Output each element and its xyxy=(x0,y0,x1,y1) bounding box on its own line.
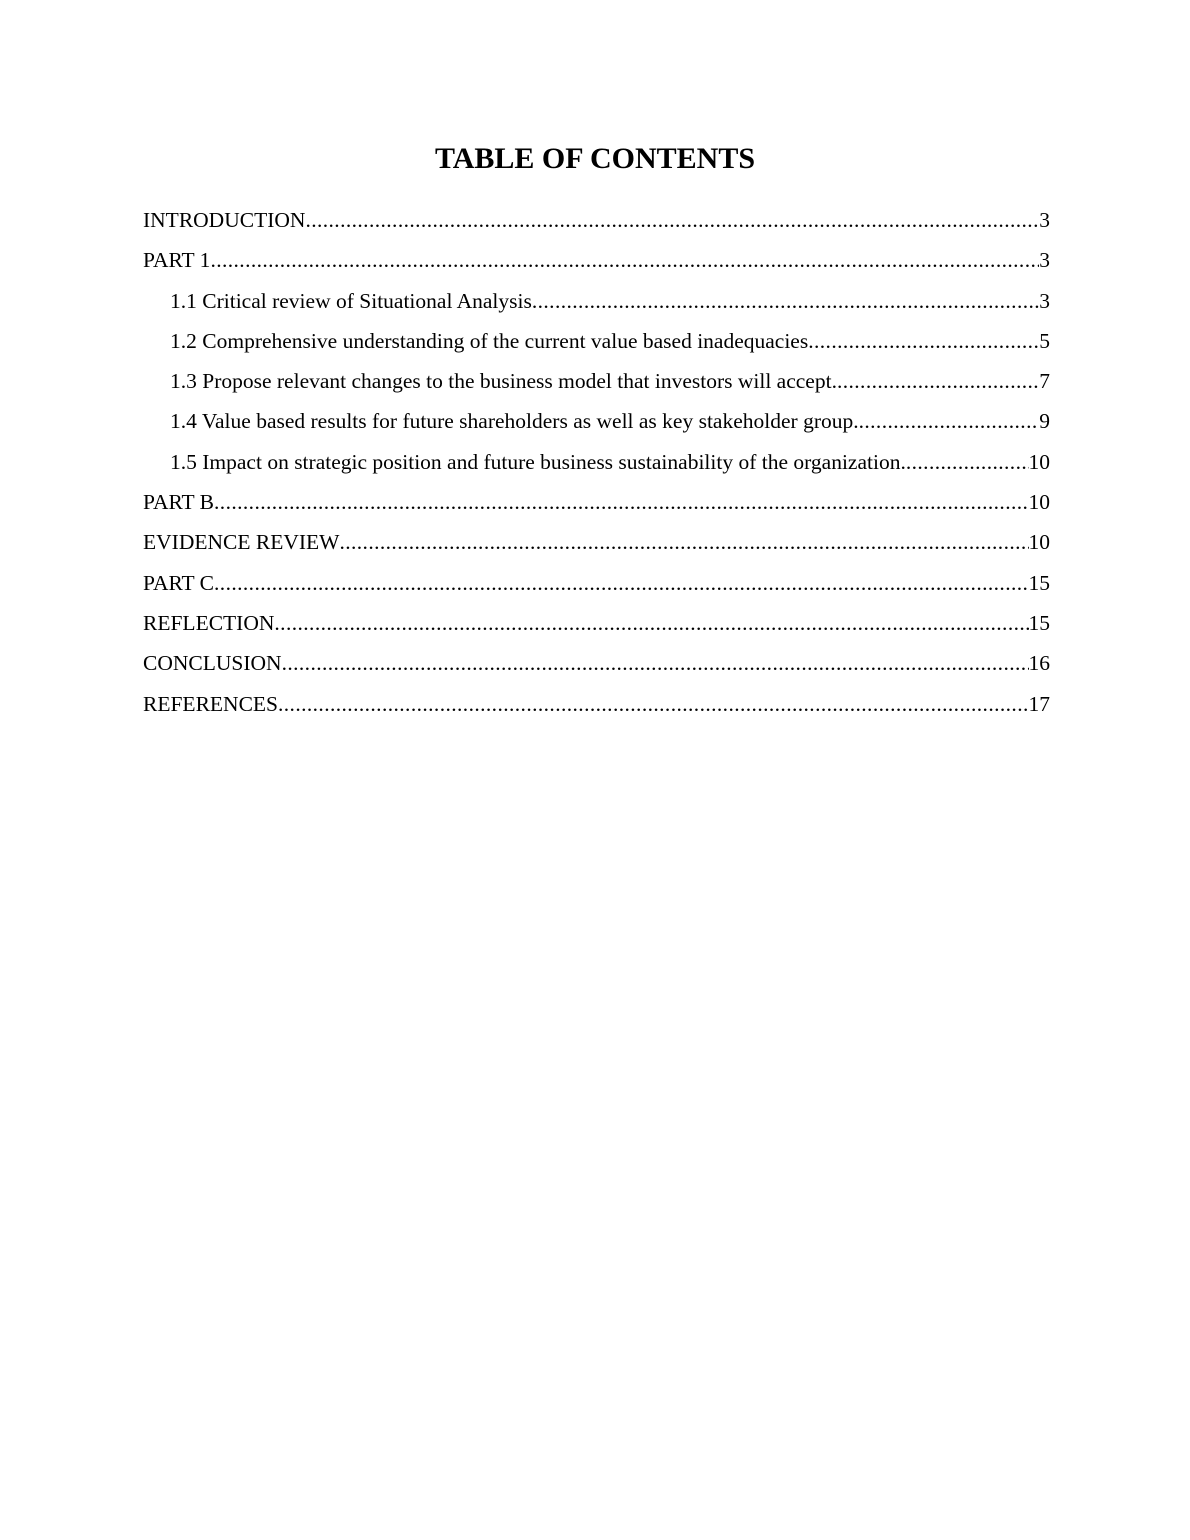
toc-entry-1-1[interactable] xyxy=(143,281,1050,321)
toc-entry-evidence-review[interactable] xyxy=(143,522,1050,562)
toc-entry-label: PART 1 xyxy=(143,248,211,273)
dot-leader xyxy=(214,482,1028,522)
dot-leader xyxy=(282,643,1029,683)
toc-entry-part-1[interactable] xyxy=(143,240,1050,280)
toc-entry-label: INTRODUCTION xyxy=(143,208,306,232)
dot-leader xyxy=(859,401,1040,441)
toc-entry-label: CONCLUSION xyxy=(143,651,282,676)
toc-entry-label: EVIDENCE REVIEW xyxy=(143,530,340,555)
toc-entry-label: 1.5 Impact on strategic position and future business sustainability of the organization. xyxy=(170,449,906,474)
toc-entry-part-b[interactable] xyxy=(143,482,1050,522)
toc-entry-page-number: 10 xyxy=(1028,490,1050,515)
dot-leader xyxy=(906,442,1029,482)
toc-entry-reflection[interactable] xyxy=(143,603,1050,643)
dot-leader xyxy=(305,200,1039,240)
toc-entry-label: PART C xyxy=(143,570,215,595)
toc-entry-part-c[interactable] xyxy=(143,563,1050,603)
toc-entry-references[interactable] xyxy=(143,684,1050,724)
toc-entry-page-number: 3 xyxy=(1039,208,1050,232)
toc-entry-1-2[interactable] xyxy=(143,321,1050,361)
toc-entry-label: 1.1 Critical review of Situational Analysis xyxy=(170,288,532,313)
dot-leader xyxy=(210,240,1039,280)
toc-entry-label: PART B xyxy=(143,490,215,515)
toc-entry-page-number: 5 xyxy=(1039,328,1050,353)
toc-entry-1-5[interactable] xyxy=(143,442,1050,482)
dot-leader xyxy=(808,321,1039,361)
dot-leader xyxy=(278,684,1029,724)
toc-entry-page-number: 15 xyxy=(1028,570,1050,595)
toc-entry-page-number: 3 xyxy=(1039,288,1050,313)
toc-entry-introduction[interactable] xyxy=(143,200,1050,240)
toc-entry-label: 1.4 Value based results for future shareholders as well as key stakeholder group. xyxy=(170,409,859,434)
toc-list xyxy=(143,200,1050,724)
toc-entry-page-number: 15 xyxy=(1028,610,1050,635)
toc-entry-label: 1.3 Propose relevant changes to the business model that investors will accept. xyxy=(170,369,837,394)
page-title: TABLE OF CONTENTS xyxy=(434,142,756,175)
toc-entry-label: 1.2 Comprehensive understanding of the current value based inadequacies xyxy=(170,328,809,353)
toc-entry-page-number: 16 xyxy=(1028,651,1050,676)
toc-entry-label: REFLECTION xyxy=(143,610,275,635)
dot-leader xyxy=(339,522,1028,562)
dot-leader xyxy=(532,281,1039,321)
dot-leader xyxy=(214,563,1028,603)
toc-entry-page-number: 7 xyxy=(1039,369,1050,394)
toc-entry-page-number: 17 xyxy=(1028,691,1050,716)
dot-leader xyxy=(837,361,1039,401)
toc-entry-1-3[interactable] xyxy=(143,361,1050,401)
dot-leader xyxy=(274,603,1028,643)
toc-entry-page-number: 10 xyxy=(1028,530,1050,555)
toc-entry-page-number: 9 xyxy=(1039,409,1050,434)
toc-entry-page-number: 10 xyxy=(1028,449,1050,474)
toc-entry-label: REFERENCES xyxy=(143,691,278,716)
toc-entry-1-4[interactable] xyxy=(143,401,1050,441)
toc-entry-page-number: 3 xyxy=(1039,248,1050,273)
toc-entry-conclusion[interactable] xyxy=(143,643,1050,683)
